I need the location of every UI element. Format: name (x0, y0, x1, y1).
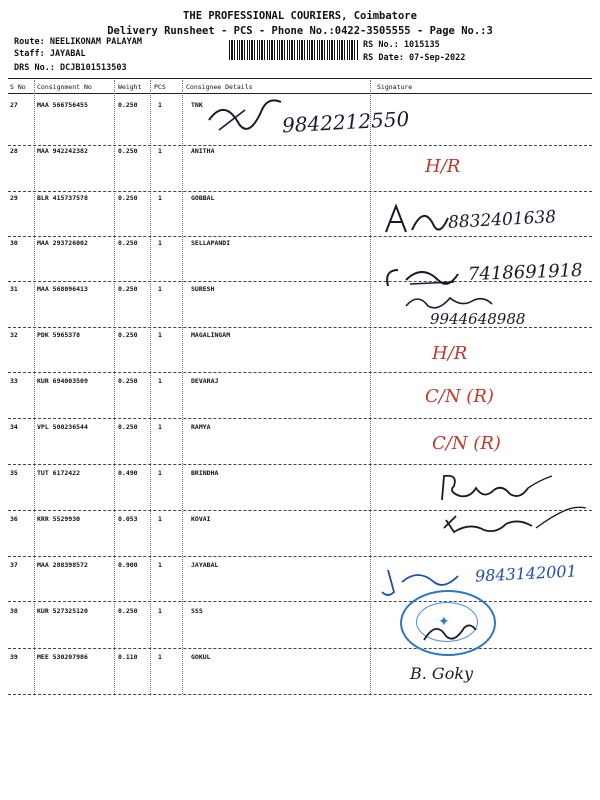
row-32-weight: 0.250 (118, 331, 138, 339)
barcode (229, 40, 359, 60)
row-30-consignment: MAA 293726002 (37, 239, 88, 247)
row-38-sno: 38 (10, 607, 18, 615)
row-36-weight: 0.053 (118, 515, 138, 523)
hr-mark-2: H/R (432, 343, 468, 364)
row-39-pcs: 1 (158, 653, 162, 661)
tnk-phone-handwriting: 9842212550 (281, 106, 410, 138)
row-38-divider (8, 648, 592, 649)
row-37-weight: 0.900 (118, 561, 138, 569)
row-33-divider (8, 418, 592, 419)
row-33-sno: 33 (10, 377, 18, 385)
row-29-consignee: GOBBAL (191, 194, 215, 202)
row-29-weight: 0.250 (118, 194, 138, 202)
row-30-consignee: SELLAPANDI (191, 239, 231, 247)
row-31-pcs: 1 (158, 285, 162, 293)
row-39-sno: 39 (10, 653, 18, 661)
row-33-consignee: DEVARAJ (191, 377, 219, 385)
row-28-consignment: MAA 942242382 (37, 147, 88, 155)
row-37-sno: 37 (10, 561, 18, 569)
sellapandi-phone-handwriting: 7418691918 (467, 260, 583, 285)
jayabal-phone-handwriting: 9843142001 (474, 561, 578, 586)
row-33-consignment: KUR 694003509 (37, 377, 88, 385)
row-33-weight: 0.250 (118, 377, 138, 385)
row-36-consignee: KOVAI (191, 515, 211, 523)
row-28-consignee: ANITHA (191, 147, 215, 155)
row-36-sno: 36 (10, 515, 18, 523)
row-35-pcs: 1 (158, 469, 162, 477)
row-28-pcs: 1 (158, 147, 162, 155)
row-34-consignee: RAMYA (191, 423, 211, 431)
table-head-rule (8, 93, 592, 94)
row-37-divider (8, 601, 592, 602)
signature-scribble-gobbal (382, 200, 452, 240)
row-29-consignment: BLR 415737578 (37, 194, 88, 202)
row-31-consignee: SURESH (191, 285, 215, 293)
col-header-signature: Signature (377, 83, 413, 91)
row-37-consignee: JAYABAL (191, 561, 219, 569)
signature-scribble-tnk (205, 90, 285, 140)
row-37-pcs: 1 (158, 561, 162, 569)
row-29-divider (8, 236, 592, 237)
row-28-sno: 28 (10, 147, 18, 155)
rs-number: RS No.: 1015135 (363, 40, 440, 50)
signature-scribble-sss (420, 616, 480, 646)
row-28-divider (8, 191, 592, 192)
col-header-sno: S No (10, 83, 26, 91)
row-31-sno: 31 (10, 285, 18, 293)
hr-mark-1: H/R (425, 156, 461, 177)
office-seal-mark: ✦ (438, 614, 450, 630)
col-header-consignee: Consignee Details (186, 83, 253, 91)
row-38-weight: 0.250 (118, 607, 138, 615)
row-27-consignee: TNK (191, 101, 203, 109)
col-header-consignment: Consignment No (37, 83, 92, 91)
col-header-weight: Weight (118, 83, 142, 91)
row-35-sno: 35 (10, 469, 18, 477)
row-34-pcs: 1 (158, 423, 162, 431)
row-36-consignment: KRR 5529930 (37, 515, 81, 523)
row-27-weight: 0.250 (118, 101, 138, 109)
row-39-divider (8, 694, 592, 695)
row-27-pcs: 1 (158, 101, 162, 109)
row-36-divider (8, 556, 592, 557)
row-30-weight: 0.250 (118, 239, 138, 247)
company-title: THE PROFESSIONAL COURIERS, Coimbatore (183, 10, 417, 22)
row-35-consignee: BRINDHA (191, 469, 219, 477)
row-28-weight: 0.250 (118, 147, 138, 155)
row-34-sno: 34 (10, 423, 18, 431)
row-30-sno: 30 (10, 239, 18, 247)
row-36-pcs: 1 (158, 515, 162, 523)
row-31-consignment: MAA 568096413 (37, 285, 88, 293)
row-33-pcs: 1 (158, 377, 162, 385)
route-label: Route: NEELIKONAM PALAYAM (14, 37, 142, 47)
row-34-divider (8, 464, 592, 465)
row-35-consignment: TUT 6172422 (37, 469, 81, 477)
table-top-rule (8, 78, 592, 79)
row-27-divider (8, 145, 592, 146)
gobbal-phone-handwriting: 8832401638 (447, 207, 557, 233)
row-37-consignment: MAA 288398572 (37, 561, 88, 569)
row-39-weight: 0.110 (118, 653, 138, 661)
row-32-pcs: 1 (158, 331, 162, 339)
row-34-consignment: VPL 500236544 (37, 423, 88, 431)
suresh-phone-handwriting: 9944648988 (430, 310, 526, 328)
row-39-consignee: GOKUL (191, 653, 211, 661)
staff-label: Staff: JAYABAL (14, 49, 86, 59)
row-27-consignment: MAA 566756455 (37, 101, 88, 109)
cnr-mark-1: C/N (R) (425, 386, 494, 407)
runsheet-subtitle: Delivery Runsheet - PCS - Phone No.:0422-3505555 - Page No.:3 (107, 25, 493, 37)
col-header-pcs: PCS (154, 83, 166, 91)
signature-scribble-kovai (440, 502, 590, 542)
row-38-pcs: 1 (158, 607, 162, 615)
row-29-pcs: 1 (158, 194, 162, 202)
row-38-consignee: SSS (191, 607, 203, 615)
row-29-sno: 29 (10, 194, 18, 202)
row-34-weight: 0.250 (118, 423, 138, 431)
row-38-consignment: KUR 527325120 (37, 607, 88, 615)
row-35-weight: 0.490 (118, 469, 138, 477)
rs-date: RS Date: 07-Sep-2022 (363, 53, 466, 63)
row-31-weight: 0.250 (118, 285, 138, 293)
gokul-signature: B. Goky (410, 664, 474, 683)
row-32-consignee: MAGALINGAM (191, 331, 231, 339)
row-32-consignment: PDK 5965378 (37, 331, 81, 339)
row-32-divider (8, 372, 592, 373)
row-30-pcs: 1 (158, 239, 162, 247)
row-39-consignment: MEE 530207986 (37, 653, 88, 661)
row-32-sno: 32 (10, 331, 18, 339)
drs-number: DRS No.: DCJB101513503 (14, 63, 127, 73)
cnr-mark-2: C/N (R) (432, 433, 501, 454)
row-27-sno: 27 (10, 101, 18, 109)
